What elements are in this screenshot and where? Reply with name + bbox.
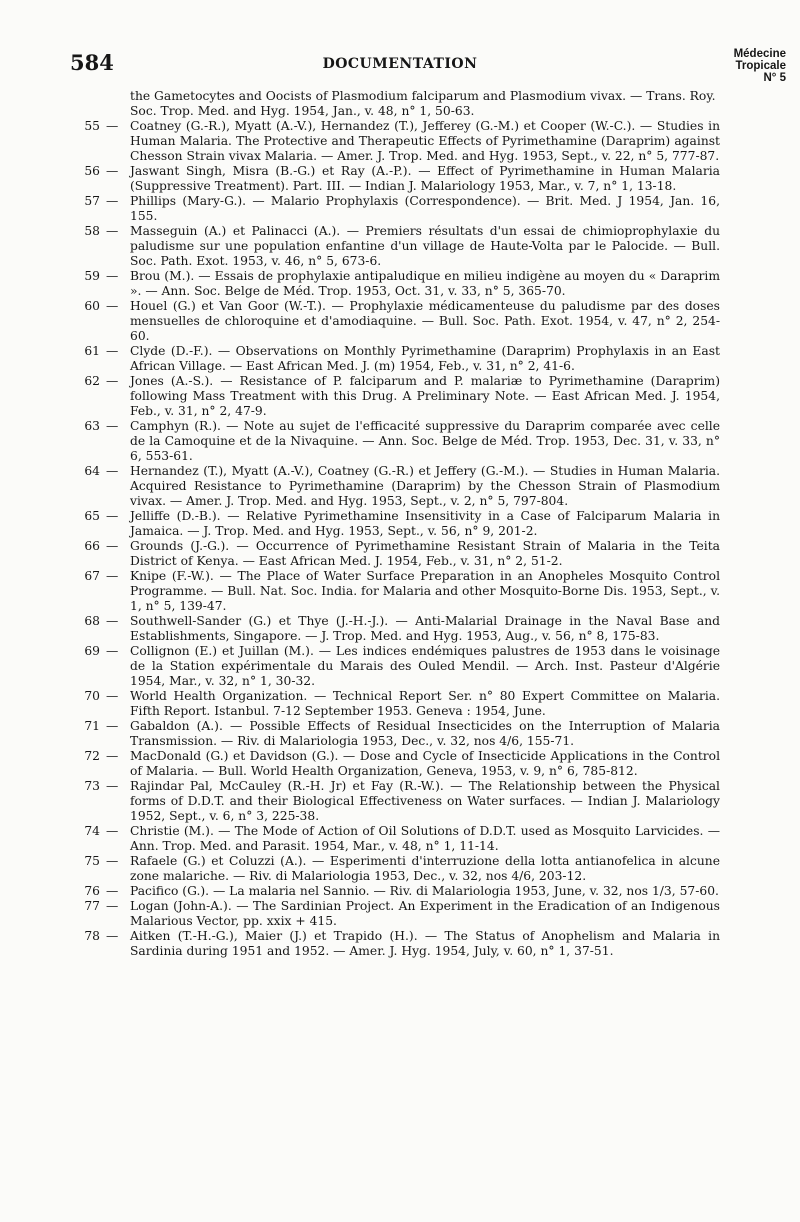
reference-text: Logan (John-A.). — The Sardinian Project. An Experiment in the Eradication of an Indigenous Malarious Vector, pp. xxix + 415. [130,899,720,928]
dash: — [106,614,119,628]
reference-entry [80,854,720,884]
dash: — [106,689,119,703]
dash: — [106,224,119,238]
reference-number: 77 [84,899,100,913]
reference-entry [80,929,720,959]
reference-list [80,89,720,959]
reference-number: 61 [84,344,100,358]
reference-text: Gabaldon (A.). — Possible Effects of Residual Insecticides on the Interruption of Malaria Transmission. — Riv. di Malariologia 1953, Dec., v. 32, nos 4/6, 155-71. [130,719,720,748]
reference-number: 55 [84,119,100,133]
dash: — [106,749,119,763]
journal-tag-line: Médecine [733,48,786,60]
reference-text: Jones (A.-S.). — Resistance of P. falciparum and P. malariæ to Pyrimethamine (Daraprim) following Mass Treatment with this Drug. A Preliminary Note. — East African Med. J. 1954, Feb., v. 31, n° 2, 47-9. [130,374,720,418]
reference-text: Camphyn (R.). — Note au sujet de l'efficacité suppressive du Daraprim comparée avec celle de la Camoquine et de la Nivaquine. — Ann. Soc. Belge de Méd. Trop. 1953, Dec. 31, v. 33, n° 6, 553-61. [130,419,720,463]
reference-number: 71 [84,719,100,733]
reference-number: 56 [84,164,100,178]
reference-number: 60 [84,299,100,313]
dash: — [106,344,119,358]
dash: — [106,164,119,178]
dash: — [106,719,119,733]
reference-entry [80,644,720,689]
dash: — [106,299,119,313]
reference-number: 58 [84,224,100,238]
dash: — [106,899,119,913]
reference-entry [80,269,720,299]
reference-text: Collignon (E.) et Juillan (M.). — Les indices endémiques palustres de 1953 dans le voisinage de la Station expérimentale du Marais des Ouled Mendil. — Arch. Inst. Pasteur d'Algérie 1954, Mar., v. 32, n° 1, 30-32. [130,644,720,688]
reference-entry [80,779,720,824]
dash: — [106,419,119,433]
reference-text: MacDonald (G.) et Davidson (G.). — Dose and Cycle of Insecticide Applications in the Control of Malaria. — Bull. World Health Organization, Geneva, 1953, v. 9, n° 6, 785-812. [130,749,720,778]
reference-entry [80,509,720,539]
reference-text: Aitken (T.-H.-G.), Maier (J.) et Trapido (H.). — The Status of Anophelism and Malaria in Sardinia during 1951 and 1952. — Amer. J. Hyg. 1954, July, v. 60, n° 1, 37-51. [130,929,720,958]
dash: — [106,194,119,208]
reference-entry [80,569,720,614]
dash: — [106,539,119,553]
reference-entry [80,119,720,164]
reference-text: Jelliffe (D.-B.). — Relative Pyrimethamine Insensitivity in a Case of Falciparum Malaria in Jamaica. — J. Trop. Med. and Hyg. 1953, Sept., v. 56, n° 9, 201-2. [130,509,720,538]
reference-entry [80,749,720,779]
reference-number: 74 [84,824,100,838]
reference-number: 76 [84,884,100,898]
reference-entry [80,419,720,464]
reference-entry [80,464,720,509]
reference-text: Jaswant Singh, Misra (B.-G.) et Ray (A.-P.). — Effect of Pyrimethamine in Human Malaria (Suppressive Treatment). Part. III. — Indian J. Malariology 1953, Mar., v. 7, n° 1, 13-18. [130,164,720,193]
reference-entry [80,899,720,929]
reference-number: 67 [84,569,100,583]
dash: — [106,854,119,868]
reference-text: Coatney (G.-R.), Myatt (A.-V.), Hernandez (T.), Jefferey (G.-M.) et Cooper (W.-C.). — Studies in Human Malaria. The Protective and Therapeutic Effects of Pyrimethamine (Daraprim) against Chesson Strain vivax Malaria. — Amer. J. Trop. Med. and Hyg. 1953, Sept., v. 22, n° 5, 777-87. [130,119,720,163]
reference-text: Knipe (F.-W.). — The Place of Water Surface Preparation in an Anopheles Mosquito Control Programme. — Bull. Nat. Soc. India. for Malaria and other Mosquito-Borne Dis. 1953, Sept., v. 1, n° 5, 139-47. [130,569,720,613]
reference-entry [80,824,720,854]
reference-number: 78 [84,929,100,943]
reference-entry [80,344,720,374]
reference-entry [80,539,720,569]
journal-tag-line: Tropicale [735,60,786,72]
reference-number: 75 [84,854,100,868]
reference-text: Clyde (D.-F.). — Observations on Monthly Pyrimethamine (Daraprim) Prophylaxis in an East African Village. — East African Med. J. (m) 1954, Feb., v. 31, n° 2, 41-6. [130,344,720,373]
reference-number: 66 [84,539,100,553]
reference-text: Hernandez (T.), Myatt (A.-V.), Coatney (G.-R.) et Jeffery (G.-M.). — Studies in Human Malaria. Acquired Resistance to Pyrimethamine (Daraprim) by the Chesson Strain of Plasmodium vivax. — Amer. J. Trop. Med. and Hyg. 1953, Sept., v. 2, n° 5, 797-804. [130,464,720,508]
reference-text: Pacifico (G.). — La malaria nel Sannio. — Riv. di Malariologia 1953, June, v. 32, nos 1/3, 57-60. [130,884,719,898]
dash: — [106,929,119,943]
reference-number: 69 [84,644,100,658]
reference-text: Rafaele (G.) et Coluzzi (A.). — Esperimenti d'interruzione della lotta antianofelica in alcune zone malariche. — Riv. di Malariologia 1953, Dec., v. 32, nos 4/6, 203-12. [130,854,720,883]
dash: — [106,644,119,658]
reference-text: Masseguin (A.) et Palinacci (A.). — Premiers résultats d'un essai de chimioprophylaxie du paludisme sur une population enfantine d'un village de Haute-Volta par le Palocide. — Bull. Soc. Path. Exot. 1953, v. 46, n° 5, 673-6. [130,224,720,268]
reference-number: 65 [84,509,100,523]
dash: — [106,509,119,523]
reference-entry [80,224,720,269]
reference-entry [80,719,720,749]
reference-number: 70 [84,689,100,703]
dash: — [106,779,119,793]
reference-number: 57 [84,194,100,208]
reference-text: Rajindar Pal, McCauley (R.-H. Jr) et Fay (R.-W.). — The Relationship between the Physical forms of D.D.T. and their Biological Effectiveness on Water surfaces. — Indian J. Malariology 1952, Sept., v. 6, n° 3, 225-38. [130,779,720,823]
reference-text: Christie (M.). — The Mode of Action of Oil Solutions of D.D.T. used as Mosquito Larvicides. — Ann. Trop. Med. and Parasit. 1954, Mar., v. 48, n° 1, 11-14. [130,824,720,853]
journal-tag [734,48,786,84]
reference-number: 68 [84,614,100,628]
reference-number: 63 [84,419,100,433]
reference-entry [80,164,720,194]
reference-text: Brou (M.). — Essais de prophylaxie antipaludique en milieu indigène au moyen du « Daraprim ». — Ann. Soc. Belge de Méd. Trop. 1953, Oct. 31, v. 33, n° 5, 365-70. [130,269,720,298]
reference-text: Grounds (J.-G.). — Occurrence of Pyrimethamine Resistant Strain of Malaria in the Teita District of Kenya. — East African Med. J. 1954, Feb., v. 31, n° 2, 51-2. [130,539,720,568]
reference-entry [80,689,720,719]
dash: — [106,464,119,478]
reference-entry [80,884,720,899]
reference-number: 73 [84,779,100,793]
dash: — [106,569,119,583]
reference-text: Houel (G.) et Van Goor (W.-T.). — Prophylaxie médicamenteuse du paludisme par des doses mensuelles de chloroquine et d'amodiaquine. — Bull. Soc. Path. Exot. 1954, v. 47, n° 2, 254-60. [130,299,720,343]
journal-tag-line: N° 5 [763,72,786,84]
reference-number: 64 [84,464,100,478]
reference-number: 62 [84,374,100,388]
reference-text: Southwell-Sander (G.) et Thye (J.-H.-J.). — Anti-Malarial Drainage in the Naval Base and Establishments, Singapore. — J. Trop. Med. and Hyg. 1953, Aug., v. 56, n° 8, 175-83. [130,614,720,643]
reference-entry [80,614,720,644]
reference-text: World Health Organization. — Technical Report Ser. n° 80 Expert Committee on Malaria. Fifth Report. Istanbul. 7-12 September 1953. Geneva : 1954, June. [130,689,720,718]
reference-entry [80,194,720,224]
dash: — [106,884,119,898]
reference-number: 72 [84,749,100,763]
reference-entry [80,299,720,344]
reference-text: Phillips (Mary-G.). — Malario Prophylaxis (Correspondence). — Brit. Med. J 1954, Jan. 16, 155. [130,194,720,223]
continuation-text: the Gametocytes and Oocists of Plasmodium falciparum and Plasmodium vivax. — Trans. Roy. Soc. Trop. Med. and Hyg. 1954, Jan., v. 48, n° 1, 50-63. [130,89,716,118]
dash: — [106,119,119,133]
dash: — [106,824,119,838]
dash: — [106,374,119,388]
page-number: 584 [70,50,114,75]
running-head: DOCUMENTATION [322,56,478,72]
dash: — [106,269,119,283]
reference-entry [80,374,720,419]
reference-number: 59 [84,269,100,283]
